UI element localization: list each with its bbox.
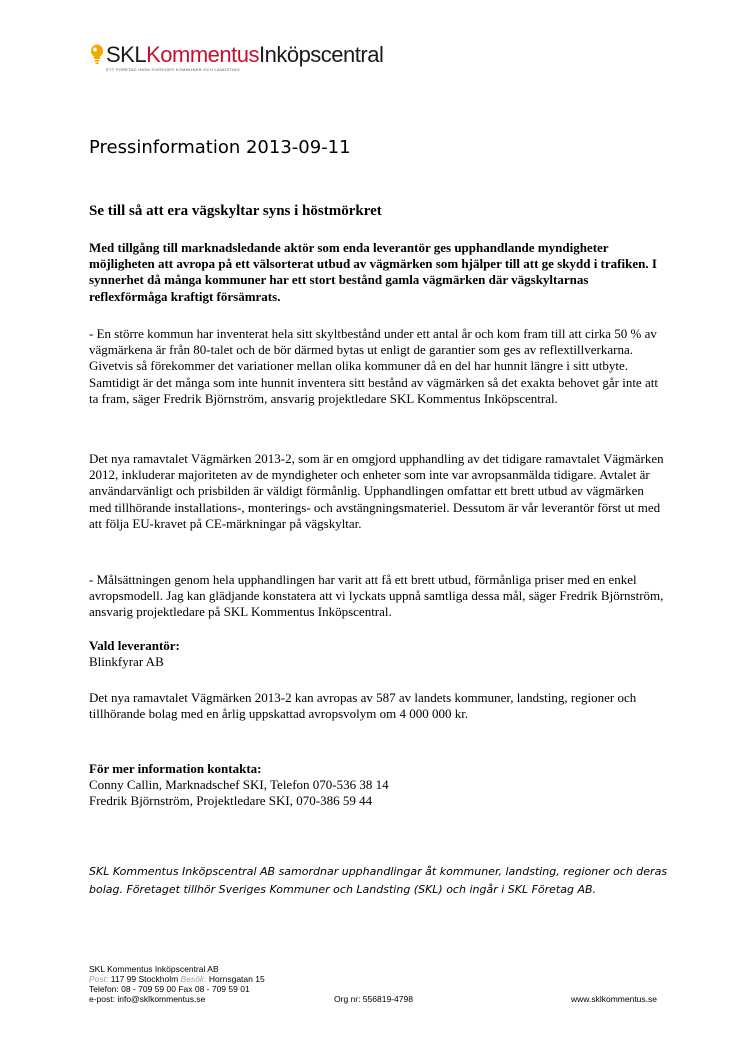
footer-email[interactable]: e-post: info@sklkommentus.se bbox=[89, 994, 206, 1004]
logo-wordmark bbox=[106, 42, 383, 68]
about-company: SKL Kommentus Inköpscentral AB samordnar upphandlingar åt kommuner, landsting, regioner och deras bolag. Företaget tillhör Sveriges Kommuner och Landsting (SKL) och ingår i SKL Företag AB. bbox=[89, 865, 668, 896]
footer-besok-value: Hornsgatan 15 bbox=[208, 974, 265, 984]
supplier-label: Vald leverantör: bbox=[89, 638, 180, 653]
volume-paragraph: Det nya ramavtalet Vägmärken 2013-2 kan avropas av 587 av landets kommuner, landsting, regioner och tillhörande bolag med en årlig uppskattad avropsvolym om 4 000 000 kr. bbox=[89, 690, 637, 722]
lightbulb-icon bbox=[90, 44, 104, 66]
logo-tagline: ETT FÖRETAG INOM SVERIGES KOMMUNER OCH LANDSTING bbox=[106, 67, 241, 72]
footer bbox=[89, 964, 657, 1004]
body-paragraph-1: - En större kommun har inventerat hela sitt skyltbestånd under ett antal år och kom fram till att cirka 50 % av vägmärkena är från 80-talet och de bör därmed bytas ut enligt de garantier som ges av reflextillverkarna. Givetvis så förekommer det variationer mellan olika kommuner då en del har hunnit längre i sitt utbyte. Samtidigt är det många som inte hunnit inventera sitt bestånd av vägmärken så det exakta behovet går inte att ta fram, säger Fredrik Björnström, ansvarig projektledare SKL Kommentus Inköpscentral. bbox=[89, 326, 658, 406]
footer-post-value: 117 99 Stockholm bbox=[110, 974, 179, 984]
contact-label: För mer information kontakta: bbox=[89, 761, 262, 776]
contact-person-2: Fredrik Björnström, Projektledare SKI, 070-386 59 44 bbox=[89, 793, 373, 808]
footer-post-label: Post: bbox=[89, 974, 109, 984]
logo-inkopscentral: Inköpscentral bbox=[258, 42, 384, 67]
press-info-date: Pressinformation 2013-09-11 bbox=[89, 137, 351, 158]
contact-person-1: Conny Callin, Marknadschef SKI, Telefon 070-536 38 14 bbox=[89, 777, 389, 792]
body-paragraph-2: Det nya ramavtalet Vägmärken 2013-2, som är en omgjord upphandling av det tidigare ramavtalet Vägmärken 2012, inkluderar majoriteten av de myndigheter och enheter som inte var avropsanmälda tidigare. Avtalet är användarvänligt och prisbilden är väldigt förmånlig. Upphandlingen omfattar ett brett utbud av vägmärken med tillhörande installations-, monterings- och avstängningsmateriel. Dessutom är vår leverantör först ut med att följa EU-kravet på CE-märkningar på vägskyltar. bbox=[89, 451, 664, 531]
footer-website-link[interactable]: www.sklkommentus.se bbox=[571, 994, 657, 1004]
supplier-value: Blinkfyrar AB bbox=[89, 654, 164, 669]
footer-besok-label: Besök: bbox=[180, 974, 207, 984]
footer-orgnr: Org nr: 556819-4798 bbox=[334, 994, 413, 1004]
footer-phone: Telefon: 08 - 709 59 00 Fax 08 - 709 59 01 bbox=[89, 984, 250, 994]
footer-address bbox=[89, 974, 657, 984]
logo-skl: SKL bbox=[106, 42, 147, 67]
body-paragraph-3: - Målsättningen genom hela upphandlingen har varit att få ett brett utbud, förmånliga priser med en enkel avropsmodell. Jag kan glädjande konstatera att vi lyckats uppnå samtliga dessa mål, säger Fredrik Björnström, ansvarig projektledare på SKL Kommentus Inköpscentral. bbox=[89, 572, 664, 620]
footer-company: SKL Kommentus Inköpscentral AB bbox=[89, 964, 219, 974]
logo-kommentus: Kommentus bbox=[146, 42, 259, 67]
lead-paragraph: Med tillgång till marknadsledande aktör som enda leverantör ges upphandlande myndigheter möjligheten att avropa på ett välsorterat utbud av vägmärken som hjälper till att ge skydd i trafiken. I synnerhet då många kommuner har ett stort bestånd gamla vägmärken där vägskyltarnas reflexförmåga kraftigt försämrats. bbox=[89, 240, 657, 304]
headline: Se till så att era vägskyltar syns i höstmörkret bbox=[89, 203, 382, 219]
